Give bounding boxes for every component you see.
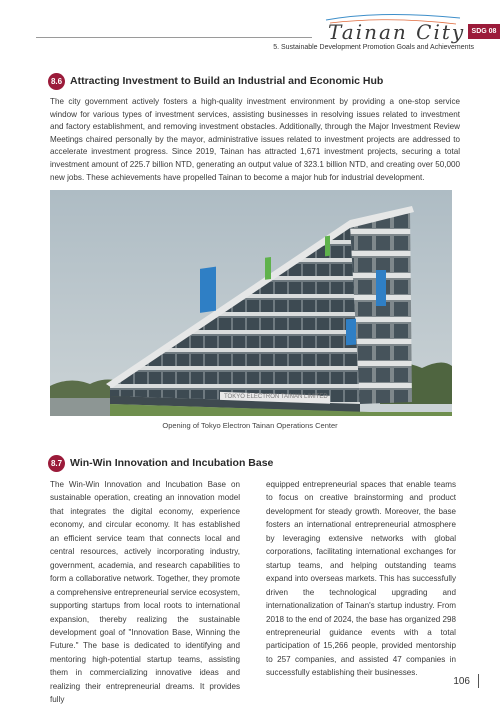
section-body — [50, 96, 460, 184]
header-rule — [36, 37, 312, 38]
tainan-city-logo — [320, 6, 468, 46]
right-column-text: equipped entrepreneurial spaces that enable teams to focus on creative brainstorming and product development for steady growth. Moreover, the base fosters an international entrepreneurial atmosphere by leveraging extensive networks with global corporations, facilitating international exchanges for startup teams, and helping outstanding teams expand into overseas markets. This has successfully driven the technological upgrading and internationalization of Tainan's startup industry. From 2018 to the end of 2024, the base has organized 298 entrepreneurial guidance events with a total participation of 15,266 people, provided mentorship to 257 companies, and assisted 47 companies in successfully establishing their businesses. — [266, 480, 456, 678]
section-title: Win-Win Innovation and Incubation Base — [70, 457, 274, 469]
section-title: Attracting Investment to Build an Industrial and Economic Hub — [70, 75, 384, 87]
building-illustration — [50, 190, 452, 416]
photo-caption: Opening of Tokyo Electron Tainan Operations Center — [162, 421, 338, 430]
section-paragraph: The city government actively fosters a high-quality investment environment by providing a one-stop service window for various types of investment services, assisting businesses in resolving issues related to investment and factory establishment, and removing investment obstacles. Additionally, through the Major Investment Review Meetings chaired personally by the mayor, administrative issues related to investment projects are addressed to accelerate investment progress. Since 2019, Tainan has attracted 1,671 investment projects, securing a total investment amount of 225.7 billion NTD, generating an output value of 323.1 billion NTD, and creating over 50,000 new jobs. These achievements have propelled Tainan to become a major hub for industrial development. — [50, 97, 460, 182]
page-number-divider — [478, 674, 479, 688]
section-number-badge: 8.6 — [48, 73, 65, 90]
left-column-text: The Win-Win Innovation and Incubation Base on sustainable operation, creating an innovation model that integrates the digital economy, experience economy, and circular economy. It has established an efficient service team that connects local and central resources, actively incorporating industry, government, academia, and research capabilities to form a collaborative network. Together, they promote a comprehensive entrepreneurial service ecosystem, supporting startups from local roots to international expansion, thereby realizing the sustainable development goal of "Innovation Base, Winning the Future." The base is dedicated to identifying and mentoring high-potential startup teams, assisting them in commercializing innovative ideas and realizing their entrepreneurial dreams. It provides fully — [50, 480, 240, 705]
page-number: 106 — [453, 676, 470, 687]
logo-text: Tainan City — [328, 20, 466, 44]
building-sign: TOKYO ELECTRON TAINAN LIMITED — [224, 394, 328, 400]
chapter-subtitle: 5. Sustainable Development Promotion Goals and Achievements — [273, 44, 474, 51]
building-photo — [50, 190, 452, 416]
section-number-badge: 8.7 — [48, 455, 65, 472]
sdg-badge: SDG 08 — [468, 24, 500, 39]
